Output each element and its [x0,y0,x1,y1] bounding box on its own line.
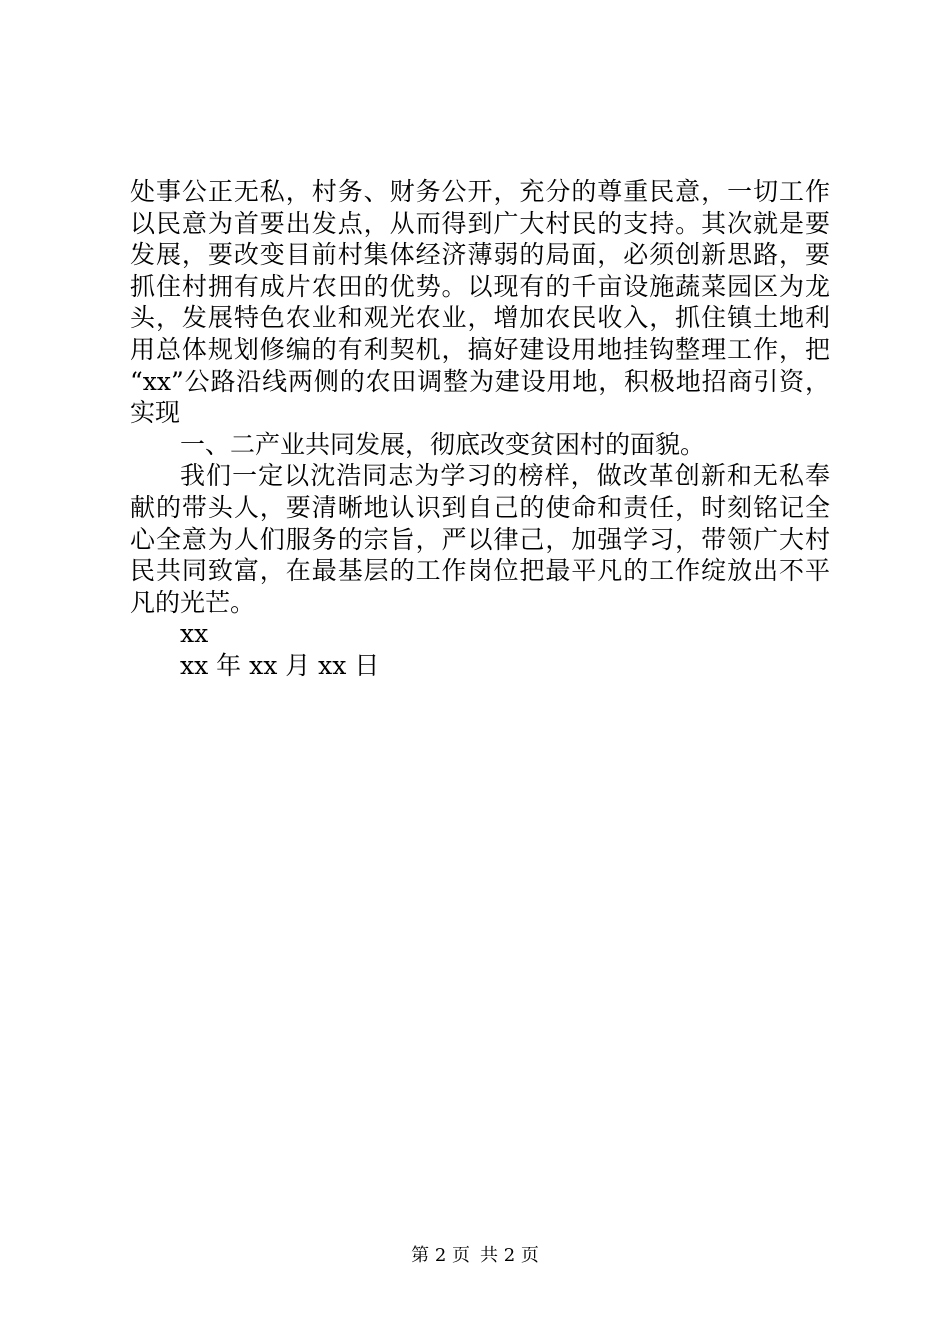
text-line: 实现 [130,398,181,428]
paragraph-3 [130,460,830,618]
page-number-total: 共 2 页 [480,1245,539,1266]
page-footer [0,1245,950,1267]
page-number-current: 第 2 页 [411,1245,470,1266]
text-line: 凡的光芒。 [130,587,256,617]
date: xx 年 xx 月 xx 日 [180,650,380,680]
text-line: 我们一定以沈浩同志为学习的榜样，做改革创新和无私奉 [180,461,830,491]
signature: xx [180,619,209,649]
text-line: 一、二产业共同发展，彻底改变贫困村的面貌。 [180,429,706,459]
paragraph-1 [130,176,830,429]
text-line: “xx”公路沿线两侧的农田调整为建设用地，积极地招商引资， [130,366,830,396]
text-line: 处事公正无私，村务、财务公开，充分的尊重民意，一切工作 [130,177,830,206]
text-line: 心全意为人们服务的宗旨，严以律己，加强学习，带领广大村 [130,524,830,554]
text-line: 民共同致富，在最基层的工作岗位把最平凡的工作绽放出不平 [130,556,830,586]
text-line: 头，发展特色农业和观光农业，增加农民收入，抓住镇土地利 [130,303,830,333]
document-body [130,176,830,682]
paragraph-2 [130,429,830,461]
text-line: 发展，要改变目前村集体经济薄弱的局面，必须创新思路，要 [130,240,830,270]
text-line: 抓住村拥有成片农田的优势。以现有的千亩设施蔬菜园区为龙 [130,271,830,301]
text-line: 献的带头人，要清晰地认识到自己的使命和责任，时刻铭记全 [130,492,830,522]
text-line: 以民意为首要出发点，从而得到广大村民的支持。其次就是要 [130,208,830,238]
text-line: 用总体规划修编的有利契机，搞好建设用地挂钩整理工作，把 [130,334,830,364]
